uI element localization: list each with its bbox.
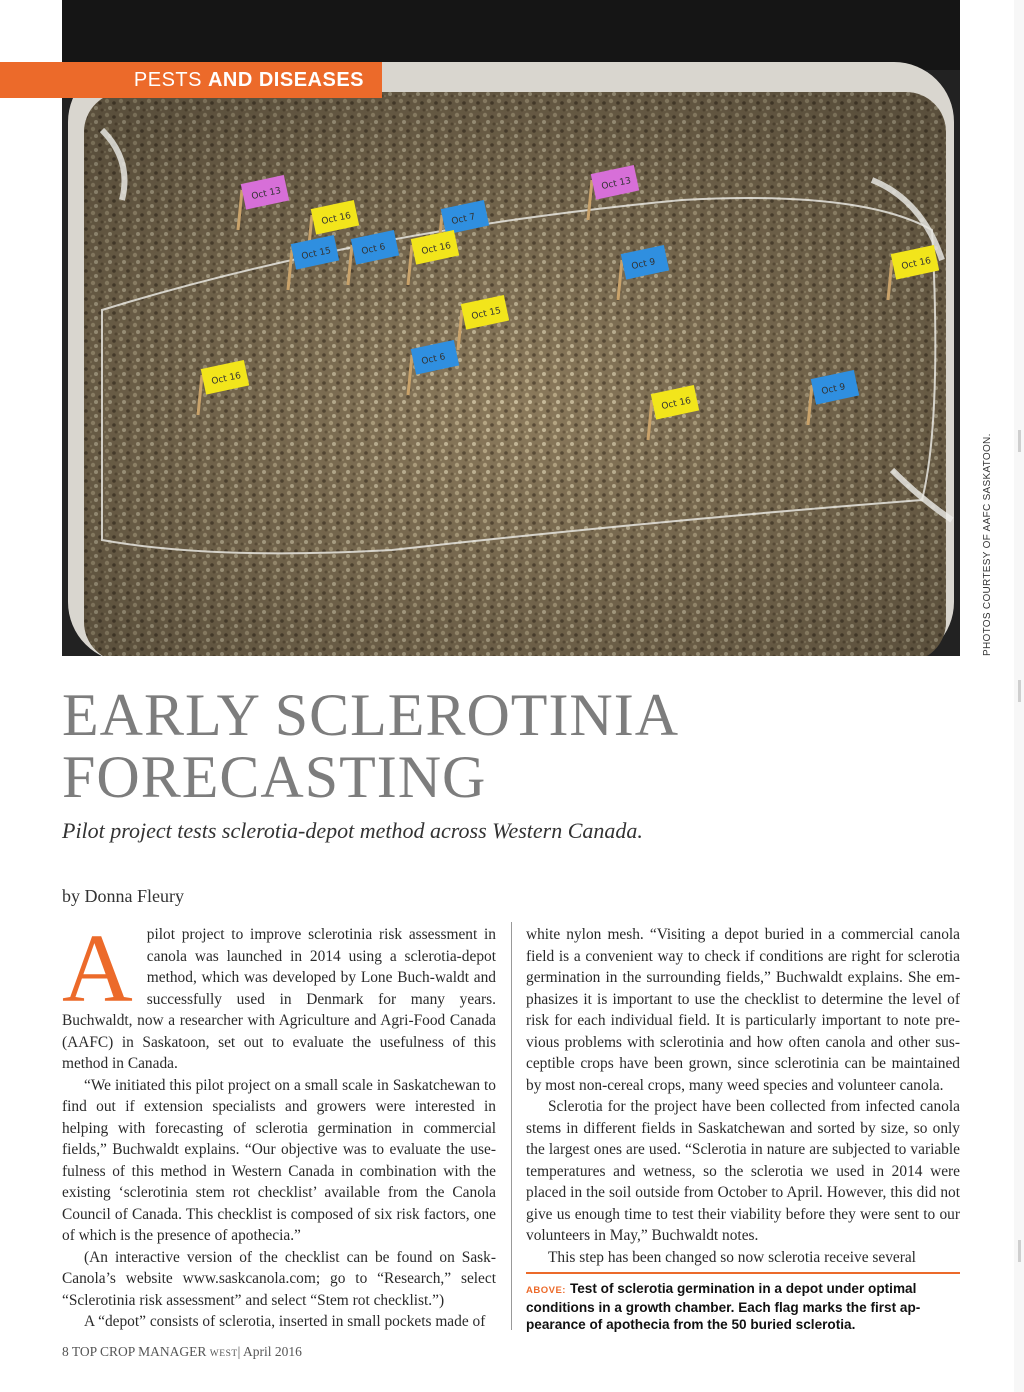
flag-label: Oct 6 [420, 352, 447, 368]
paragraph: Sclerotia for the project have been collected from infected canola stems in different fields in Saskatchewan and sorted by size, so only the largest ones are used. “Sclerotia in nature are subjected to variable temperatures and wetness, so the sclerotia we used in 2014 were placed in the soil outside from October to April. However, this did not give us enough time to test their viability before they were sent to our volunteers in May,” Buchwaldt notes. [526, 1098, 960, 1244]
flag-label: Oct 16 [320, 211, 352, 228]
flag-label: Oct 9 [630, 257, 657, 273]
flag-label: Oct 13 [250, 186, 282, 203]
paragraph: (An interactive version of the checklist can be found on Sask-Canola’s website www.saskcanola.com; go to “Research,” select “Sclerotinia risk assessment” and select “Stem rot checklist.”) [62, 1248, 496, 1309]
paragraph: “We initiated this pilot project on a small scale in Saskatchewan to find out if extension specialists and growers were interested in helping with forecasting of sclerotia germination in commercial fields,” Buchwaldt explains. “Our objective was to evaluate the use-fulness of this method in Western Canada in combination with the existing ‘sclerotinia stem rot checklist’ available from the Canola Council of Canada. This checklist is composed of six risk factors, one of which is the presence of apothecia.” [62, 1076, 496, 1244]
paragraph: This step has been changed so now sclerotia receive several [548, 1248, 916, 1266]
flag-label: Oct 9 [820, 382, 847, 398]
photo-credit: PHOTOS COURTESY OF AAFC SASKATOON. [982, 433, 993, 656]
article-deck: Pilot project tests sclerotia-depot method across Western Canada. [62, 818, 643, 843]
flag-label: Oct 6 [360, 242, 387, 258]
article-byline: by Donna Fleury [62, 886, 184, 906]
article-column-left [62, 915, 496, 1333]
page-footer [62, 1344, 302, 1360]
article-title-line2: FORECASTING [62, 744, 487, 810]
publication-name: TOP CROP MANAGER [71, 1344, 207, 1359]
flag-label: Oct 13 [600, 176, 632, 193]
paragraph: white nylon mesh. “Visiting a depot buried in a commercial canola field is a convenient way to check if conditions are right for sclerotia germination in the surrounding fields,” Buchwaldt explains. She em-phasizes it is important to use the checklist to determine the level of risk for each individual field. It is particularly important to note pre-vious problems with sclerotinia and how often canola and other sus-ceptible crops have been grown, since sclerotinia can be maintained by most non-cereal crops, many weed species and volunteer canola. [526, 926, 960, 1094]
photo-caption [526, 1280, 960, 1333]
flag-label: Oct 7 [450, 212, 477, 228]
article-title [62, 684, 962, 808]
page-edge [1014, 0, 1024, 1392]
flag-label: Oct 16 [900, 256, 932, 273]
section-tag-light: PESTS [133, 68, 202, 91]
article-photo [62, 0, 960, 656]
publication-edition: WEST [209, 1349, 238, 1359]
section-tag-bold: AND DISEASES [207, 68, 364, 91]
paragraph: A “depot” consists of sclerotia, inserted in small pockets made of [84, 1313, 486, 1330]
flag-label: Oct 15 [300, 246, 332, 263]
page-number: 8 [62, 1344, 69, 1359]
drop-cap: A [62, 915, 133, 1023]
section-tag [0, 62, 382, 98]
article-title-line1: EARLY SCLEROTINIA [62, 682, 680, 748]
sclerotia-depot-tray-image [62, 0, 960, 656]
caption-label: ABOVE: [526, 1285, 566, 1296]
flag-label: Oct 15 [470, 306, 502, 323]
caption-rule [526, 1272, 960, 1274]
article-column-right [526, 924, 960, 1268]
caption-text: Test of sclerotia germination in a depot under optimal conditions in a growth chamber. Each flag marks the first ap-pearance of apothecia from the 50 buried sclerotia. [526, 1281, 921, 1332]
column-divider [511, 922, 512, 1330]
flag-label: Oct 16 [420, 241, 452, 258]
flag-label: Oct 16 [660, 396, 692, 413]
paragraph: pilot project to improve sclerotinia risk assessment in canola was launched in 2014 using a sclerotia-depot method, which was developed by Lone Buch-waldt and successfully used in Denmark for many years. Buchwaldt, now a researcher with Agriculture and Agri-Food Canada (AAFC) in Saskatoon, set out to evaluate the usefulness of this method in Canada. [62, 926, 496, 1072]
issue-date: April 2016 [243, 1344, 302, 1359]
footer-separator: | [237, 1344, 241, 1359]
flag-label: Oct 16 [210, 371, 242, 388]
